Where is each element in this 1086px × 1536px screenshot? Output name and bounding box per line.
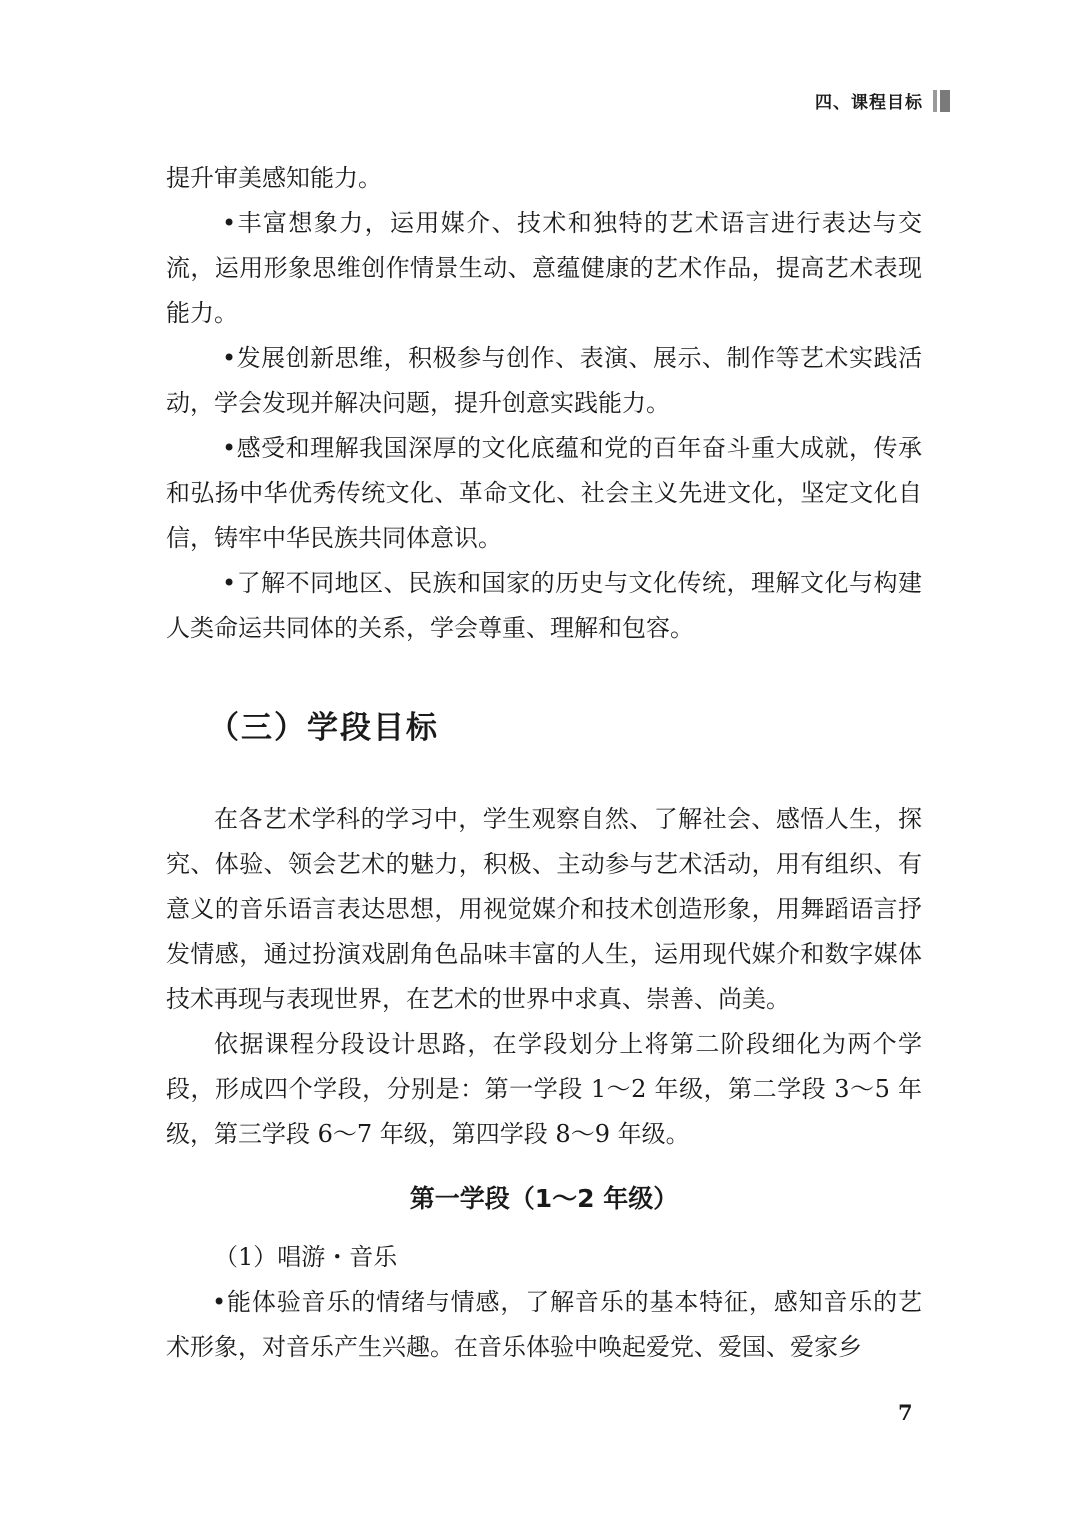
subsection-title: 第一学段（1～2 年级） — [409, 1184, 679, 1213]
bullet-paragraph-imagination: •丰富想象力，运用媒介、技术和独特的艺术语言进行表达与交流，运用形象思维创作情景生动、意蕴健康的艺术作品，提高艺术表现能力。 — [166, 209, 922, 327]
running-header — [815, 88, 950, 113]
page-number: 7 — [898, 1400, 913, 1425]
item-label: （1）唱游・音乐 — [214, 1243, 398, 1271]
header-bar-thick — [940, 90, 950, 112]
bullet-paragraph-history: •了解不同地区、民族和国家的历史与文化传统，理解文化与构建人类命运共同体的关系，学会尊重、理解和包容。 — [166, 569, 922, 642]
section-paragraph-stages: 依据课程分段设计思路，在学段划分上将第二阶段细化为两个学段，形成四个学段，分别是：第一学段 1～2 年级，第二学段 3～5 年级，第三学段 6～7 年级，第四学段 8～9 年级。 — [166, 1030, 922, 1148]
bullet-paragraph-innovation: •发展创新思维，积极参与创作、表演、展示、制作等艺术实践活动，学会发现并解决问题，提升创意实践能力。 — [166, 344, 922, 417]
header-title: 四、课程目标 — [815, 93, 923, 113]
section-title: （三）学段目标 — [208, 710, 439, 746]
section-paragraph-intro: 在各艺术学科的学习中，学生观察自然、了解社会、感悟人生，探究、体验、领会艺术的魅力，积极、主动参与艺术活动，用有组织、有意义的音乐语言表达思想，用视觉媒介和技术创造形象，用舞蹈语言抒发情感，通过扮演戏剧角色品味丰富的人生，运用现代媒介和数字媒体技术再现与表现世界，在艺术的世界中求真、崇善、尚美。 — [166, 805, 922, 1013]
paragraph-continuation: 提升审美感知能力。 — [166, 164, 382, 192]
item-bullet-paragraph: •能体验音乐的情绪与情感，了解音乐的基本特征，感知音乐的艺术形象，对音乐产生兴趣。在音乐体验中唤起爱党、爱国、爱家乡 — [166, 1288, 922, 1361]
header-bar-thin — [933, 90, 937, 112]
header-bars-decoration — [933, 90, 950, 112]
page-content — [166, 156, 922, 1370]
bullet-paragraph-culture: •感受和理解我国深厚的文化底蕴和党的百年奋斗重大成就，传承和弘扬中华优秀传统文化、革命文化、社会主义先进文化，坚定文化自信，铸牢中华民族共同体意识。 — [166, 434, 922, 552]
